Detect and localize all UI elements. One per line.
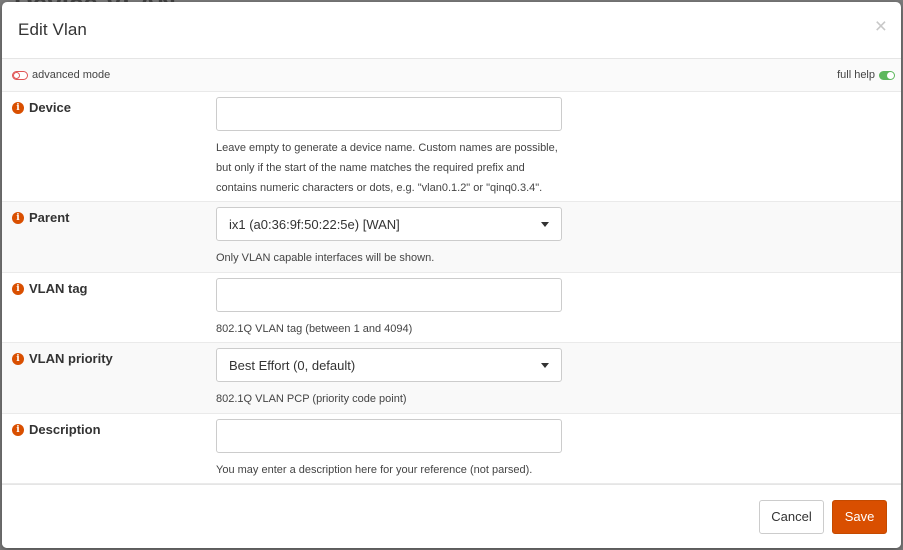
vlan-tag-label-cell [2, 273, 216, 342]
description-label-cell [2, 414, 216, 483]
parent-row [2, 202, 901, 273]
description-input[interactable] [216, 419, 562, 453]
caret-down-icon [541, 363, 549, 368]
dialog-title: Edit Vlan [18, 20, 87, 39]
info-icon[interactable]: i [12, 102, 24, 114]
device-row [2, 92, 901, 202]
parent-selected-value: ix1 (a0:36:9f:50:22:5e) [WAN] [229, 216, 400, 232]
vlan-tag-help: 802.1Q VLAN tag (between 1 and 4094) [216, 323, 413, 335]
vlan-tag-row [2, 273, 901, 343]
edit-vlan-dialog [2, 2, 901, 548]
advanced-mode-toggle[interactable] [12, 69, 110, 81]
info-icon[interactable]: i [12, 353, 24, 365]
parent-select[interactable] [216, 207, 562, 241]
device-label-cell [2, 92, 216, 201]
vlan-priority-label-cell [2, 343, 216, 413]
dialog-footer [2, 484, 901, 548]
vlan-priority-help: 802.1Q VLAN PCP (priority code point) [216, 393, 407, 405]
description-help: You may enter a description here for your reference (not parsed). [216, 464, 533, 476]
device-label: Device [29, 100, 71, 115]
vlan-tag-label: VLAN tag [29, 281, 88, 296]
full-help-toggle[interactable] [837, 69, 895, 81]
vlan-priority-selected-value: Best Effort (0, default) [229, 357, 356, 373]
mode-bar [2, 59, 901, 92]
vlan-tag-field-cell [216, 273, 562, 342]
toggle-off-icon [12, 71, 28, 80]
description-label: Description [29, 422, 101, 437]
vlan-priority-field-cell [216, 343, 562, 413]
toggle-on-icon [879, 71, 895, 80]
device-field-cell [216, 92, 562, 201]
full-help-label: full help [837, 69, 875, 81]
dialog-header [2, 2, 901, 59]
device-help: Leave empty to generate a device name. Custom names are possible, but only if the start of the name matches the required prefix and contains numeric characters or dots, e.g. "vlan0.1.2" or "qinq0.3.4". [216, 142, 558, 194]
vlan-priority-label: VLAN priority [29, 351, 113, 366]
description-field-cell [216, 414, 562, 483]
vlan-priority-row [2, 343, 901, 414]
device-input[interactable] [216, 97, 562, 131]
parent-label-cell [2, 202, 216, 272]
parent-help: Only VLAN capable interfaces will be shown. [216, 252, 435, 264]
advanced-mode-label: advanced mode [32, 69, 111, 81]
save-button[interactable]: Save [832, 500, 887, 534]
cancel-button[interactable]: Cancel [759, 500, 824, 534]
info-icon[interactable]: i [12, 283, 24, 295]
parent-label: Parent [29, 210, 70, 225]
caret-down-icon [541, 222, 549, 227]
vlan-priority-select[interactable] [216, 348, 562, 382]
info-icon[interactable]: i [12, 424, 24, 436]
close-icon[interactable]: × [874, 14, 887, 38]
info-icon[interactable]: i [12, 212, 24, 224]
description-row [2, 414, 901, 484]
parent-field-cell [216, 202, 562, 272]
vlan-tag-input[interactable] [216, 278, 562, 312]
